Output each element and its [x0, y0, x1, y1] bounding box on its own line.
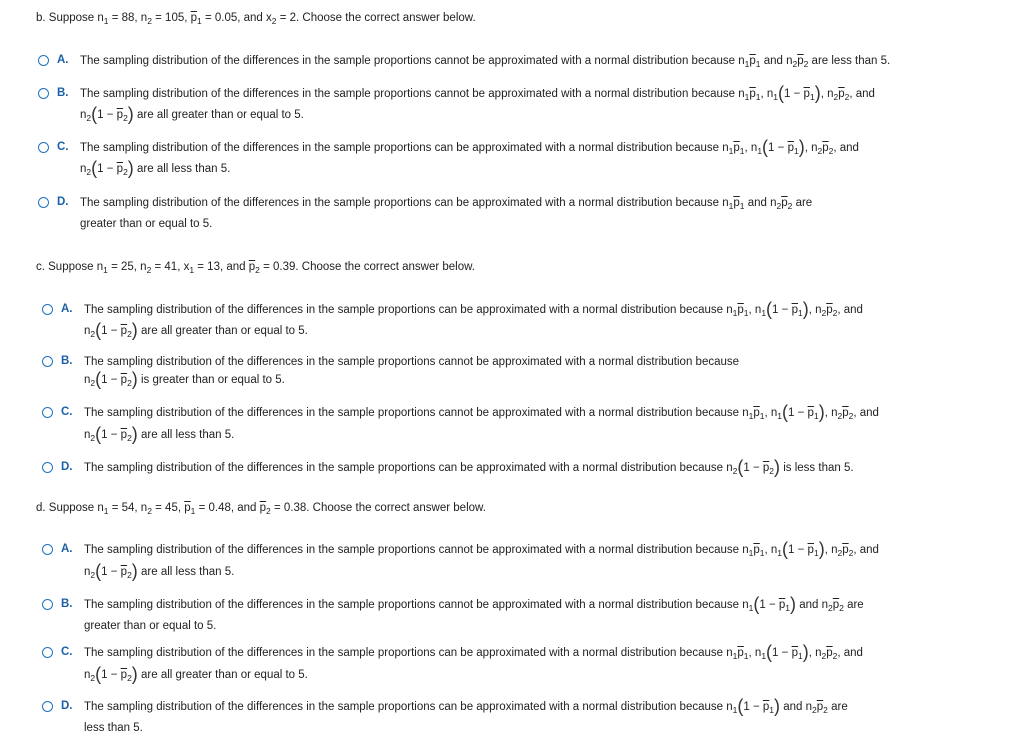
radio-button[interactable]	[42, 701, 53, 712]
radio-button[interactable]	[42, 544, 53, 555]
radio-button[interactable]	[42, 599, 53, 610]
radio-button[interactable]	[42, 647, 53, 658]
radio-button[interactable]	[42, 407, 53, 418]
radio-button[interactable]	[38, 88, 49, 99]
radio-button[interactable]	[42, 356, 53, 367]
radio-button[interactable]	[42, 304, 53, 315]
radio-button[interactable]	[38, 142, 49, 153]
radio-button[interactable]	[42, 462, 53, 473]
radio-button[interactable]	[38, 197, 49, 208]
question-b-stem: b. Suppose $n_1 = 88$, $n_2 = 105$, $\overline{p}_1 = 0.05$, and $x_2 = 2$. Choose the correct answer below.	[36, 12, 476, 26]
question-d-stem: d. Suppose $n_1 = 54$, $n_2 = 45$, $\overline{p}_1 = 0.48$, and $\overline{p}_2 = 0.38$. Choose the correct answer below.	[36, 502, 486, 516]
radio-button[interactable]	[38, 55, 49, 66]
question-c-stem: c. Suppose $n_1 = 25$, $n_2 = 41$, $x_1 = 13$, and $\overline{p}_2 = 0.39$. Choose the correct answer below.	[36, 261, 475, 275]
